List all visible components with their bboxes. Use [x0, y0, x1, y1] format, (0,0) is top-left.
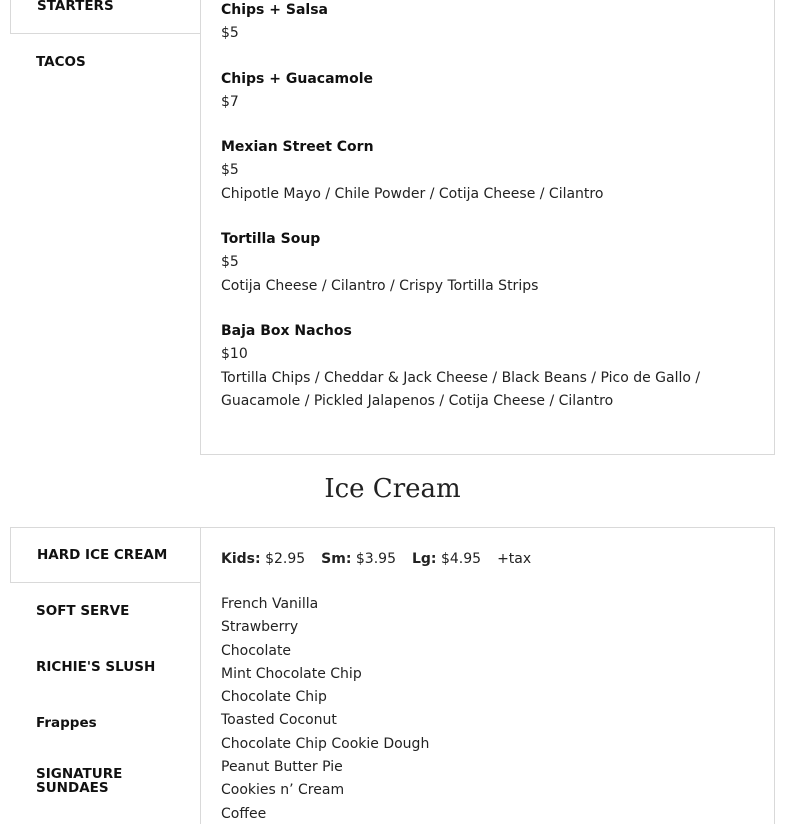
list-item: Mint Chocolate Chip	[221, 665, 362, 682]
flavor-list	[221, 593, 754, 824]
tab-frappes[interactable]	[10, 695, 201, 751]
menu-item-description: Guacamole / Pickled Jalapenos / Cotija Cheese / Cilantro	[221, 392, 614, 409]
section-title-ice-cream: Ice Cream	[324, 474, 461, 504]
menu-item-price: $7	[221, 93, 239, 110]
menu-item-price: $5	[221, 25, 239, 42]
ice-cream-tab-list	[10, 527, 201, 811]
tab-richies-slush[interactable]	[10, 639, 201, 695]
price-sm-value: $3.95	[355, 551, 396, 567]
menu-item-price: $10	[221, 346, 248, 363]
menu-item-name: Chips + Guacamole	[221, 70, 374, 87]
starters-panel	[200, 0, 775, 455]
list-item: Chocolate Chip	[221, 689, 327, 706]
tab-tacos[interactable]	[10, 34, 201, 90]
tab-soft-serve-label: SOFT SERVE	[36, 603, 130, 619]
menu-item-description: Cotija Cheese / Cilantro / Crispy Tortilla Strips	[221, 277, 539, 294]
menu-item-name: Mexian Street Corn	[221, 139, 374, 156]
price-kids	[221, 548, 305, 571]
menu-item-description: Chipotle Mayo / Chile Powder / Cotija Cheese / Cilantro	[221, 185, 604, 202]
menu-item	[221, 68, 754, 115]
menu-item	[221, 320, 754, 413]
hard-ice-cream-panel	[200, 527, 775, 824]
menu-item-name: Chips + Salsa	[221, 2, 328, 18]
list-item: Chocolate	[221, 642, 292, 659]
tab-signature-sundaes-label-line2: SUNDAES	[36, 780, 109, 796]
tab-signature-sundaes[interactable]	[10, 751, 201, 811]
price-lg-label: Lg:	[411, 551, 437, 567]
price-lg-value: $4.95	[440, 551, 482, 567]
price-kids-value: $2.95	[265, 551, 306, 567]
starters-tab-list	[10, 0, 201, 90]
menu-item-price: $5	[221, 162, 239, 179]
menu-item-name: Tortilla Soup	[221, 231, 321, 248]
menu-item-price: $5	[221, 254, 239, 271]
price-kids-label: Kids:	[221, 551, 261, 567]
tab-richies-slush-label: RICHIE'S SLUSH	[36, 659, 156, 675]
menu-item-name: Baja Box Nachos	[221, 322, 352, 339]
price-row	[221, 548, 754, 571]
list-item: Cookies n’ Cream	[221, 782, 345, 799]
list-item: Coffee	[221, 805, 267, 822]
tab-signature-sundaes-label-line1: SIGNATURE	[36, 766, 123, 782]
menu-item	[221, 228, 754, 298]
list-item: Peanut Butter Pie	[221, 759, 343, 776]
price-sm	[321, 548, 396, 571]
tab-tacos-label: TACOS	[36, 54, 86, 70]
tab-starters[interactable]	[10, 0, 201, 34]
menu-item	[221, 0, 754, 46]
list-item: Toasted Coconut	[221, 712, 337, 729]
menu-item-description: Tortilla Chips / Cheddar & Jack Cheese / Black Beans / Pico de Gallo /	[221, 369, 701, 386]
list-item: Chocolate Chip Cookie Dough	[221, 735, 430, 752]
list-item: Strawberry	[221, 619, 299, 636]
tab-hard-ice-cream-label: HARD ICE CREAM	[37, 547, 168, 563]
list-item: French Vanilla	[221, 596, 319, 612]
price-lg	[412, 548, 481, 571]
price-tax-note: +tax	[497, 551, 532, 567]
price-sm-label: Sm:	[321, 551, 352, 567]
tab-frappes-label: Frappes	[36, 715, 97, 731]
tab-soft-serve[interactable]	[10, 583, 201, 639]
menu-item	[221, 136, 754, 206]
tab-hard-ice-cream[interactable]	[10, 527, 201, 583]
tab-starters-label: STARTERS	[37, 0, 114, 14]
